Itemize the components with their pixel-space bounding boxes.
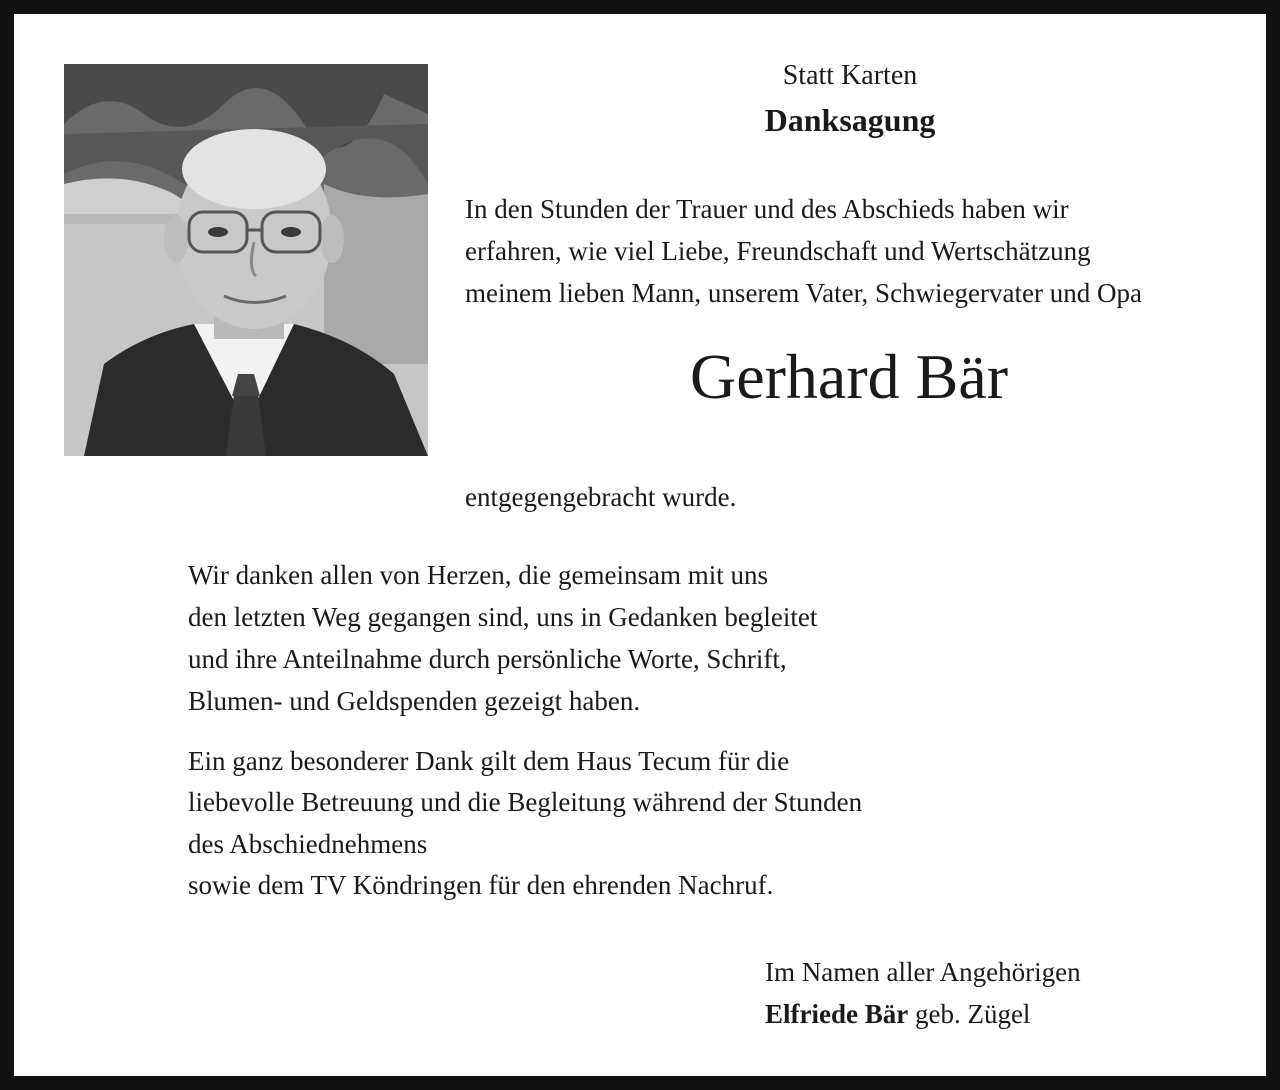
thanks-p1-line-3: und ihre Anteilnahme durch persönliche Worte, Schrift,	[188, 644, 787, 674]
intro-line-3: meinem lieben Mann, unserem Vater, Schwiegervater und Opa	[465, 278, 1142, 308]
intro-line-1: In den Stunden der Trauer und des Abschieds haben wir	[465, 194, 1069, 224]
thanks-p1-line-1: Wir danken allen von Herzen, die gemeinsam mit uns	[188, 560, 768, 590]
thanks-p2-line-3: des Abschiednehmens	[188, 829, 428, 859]
thanks-p1-line-2: den letzten Weg gegangen sind, uns in Gedanken begleitet	[188, 602, 818, 632]
signature-name-rest: geb. Zügel	[908, 999, 1031, 1029]
thanks-p2-line-1: Ein ganz besonderer Dank gilt dem Haus Tecum für die	[188, 746, 790, 776]
portrait-photo-icon	[64, 64, 428, 456]
thanks-p1-line-4: Blumen- und Geldspenden gezeigt haben.	[188, 686, 641, 716]
signature-name	[765, 999, 1030, 1030]
intro-line-2: erfahren, wie viel Liebe, Freundschaft und Wertschätzung	[465, 236, 1091, 266]
thanks-p2-line-4: sowie dem TV Köndringen für den ehrenden Nachruf.	[188, 870, 774, 900]
thanks-p2-line-2: liebevolle Betreuung und die Begleitung während der Stunden	[188, 787, 863, 817]
statt-karten-label: Statt Karten	[782, 60, 918, 91]
signature-line-1: Im Namen aller Angehörigen	[765, 957, 1081, 987]
signature-name-bold: Elfriede Bär	[765, 999, 909, 1029]
portrait-photo	[64, 64, 428, 456]
deceased-name: Gerhard Bär	[689, 341, 1009, 412]
intro-closing: entgegengebracht wurde.	[465, 482, 737, 512]
danksagung-title: Danksagung	[764, 102, 936, 138]
